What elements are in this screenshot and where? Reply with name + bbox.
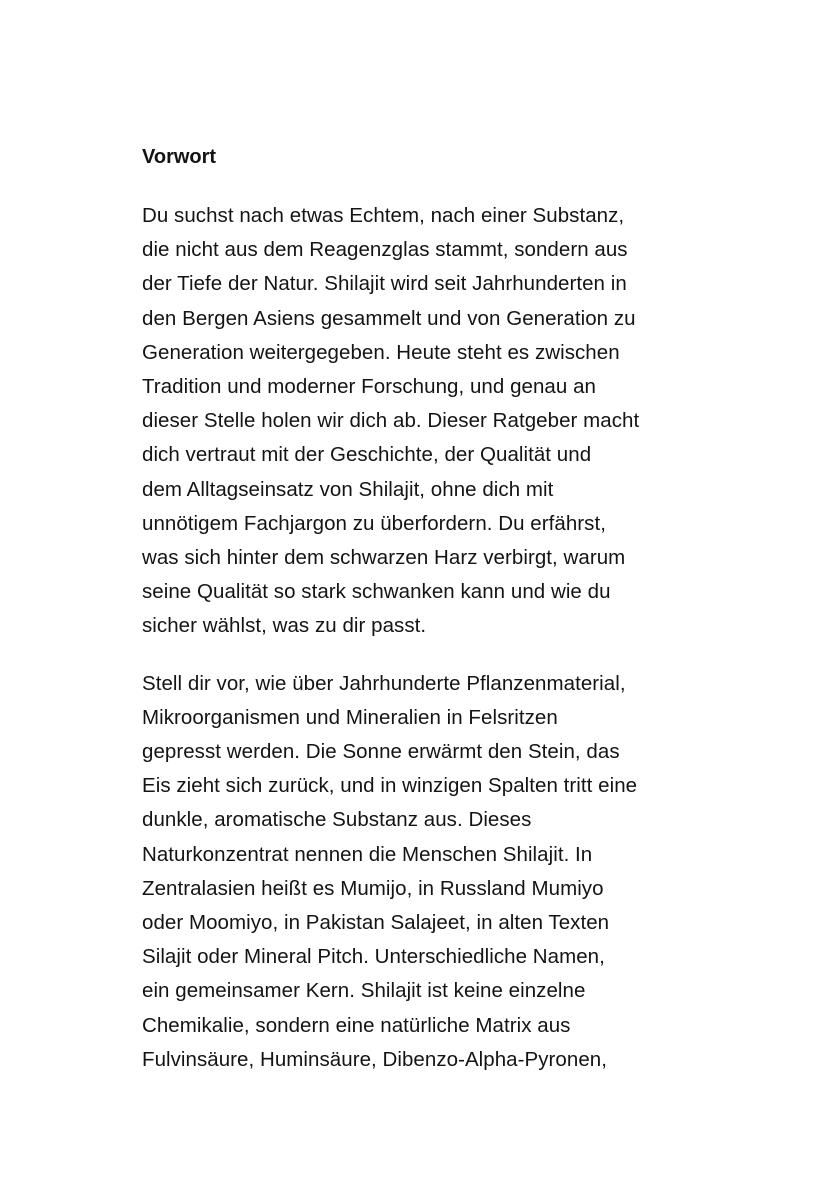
text-line: Tradition und moderner Forschung, und genau an <box>142 375 596 399</box>
text-line: Mikroorganismen und Mineralien in Felsritzen <box>142 705 558 729</box>
text-line: was sich hinter dem schwarzen Harz verbirgt, warum <box>142 546 626 570</box>
text-line: ein gemeinsamer Kern. Shilajit ist keine einzelne <box>142 979 586 1003</box>
text-line: Generation weitergegeben. Heute steht es zwischen <box>142 340 620 364</box>
text-line: unnötigem Fachjargon zu überfordern. Du erfährst, <box>142 511 606 535</box>
text-line: Silajit oder Mineral Pitch. Unterschiedliche Namen, <box>142 945 605 969</box>
paragraph-origin <box>142 667 722 1077</box>
text-line: gepresst werden. Die Sonne erwärmt den Stein, das <box>142 740 620 764</box>
text-line: der Tiefe der Natur. Shilajit wird seit Jahrhunderten in <box>142 272 627 296</box>
text-line: seine Qualität so stark schwanken kann und wie du <box>142 580 611 604</box>
text-line: Stell dir vor, wie über Jahrhunderte Pflanzenmaterial, <box>142 671 626 695</box>
page-content <box>142 141 722 1100</box>
section-heading: Vorwort <box>142 146 217 168</box>
text-line: den Bergen Asiens gesammelt und von Generation zu <box>142 306 636 330</box>
text-line: Fulvinsäure, Huminsäure, Dibenzo-Alpha-Pyronen, <box>142 1047 607 1071</box>
paragraph-intro <box>142 199 722 644</box>
text-line: Zentralasien heißt es Mumijo, in Russland Mumiyo <box>142 876 604 900</box>
text-line: Chemikalie, sondern eine natürliche Matrix aus <box>142 1013 571 1037</box>
text-line: dem Alltagseinsatz von Shilajit, ohne dich mit <box>142 477 554 501</box>
text-line: dich vertraut mit der Geschichte, der Qualität und <box>142 443 592 467</box>
text-line: Naturkonzentrat nennen die Menschen Shilajit. In <box>142 842 593 866</box>
text-line: oder Moomiyo, in Pakistan Salajeet, in alten Texten <box>142 911 610 935</box>
text-line: dunkle, aromatische Substanz aus. Dieses <box>142 808 532 832</box>
text-line: Eis zieht sich zurück, und in winzigen Spalten tritt eine <box>142 774 638 798</box>
text-line: dieser Stelle holen wir dich ab. Dieser Ratgeber macht <box>142 409 640 433</box>
text-line: die nicht aus dem Reagenzglas stammt, sondern aus <box>142 238 628 262</box>
text-line: sicher wählst, was zu dir passt. <box>142 614 427 638</box>
text-line: Du suchst nach etwas Echtem, nach einer Substanz, <box>142 204 625 227</box>
